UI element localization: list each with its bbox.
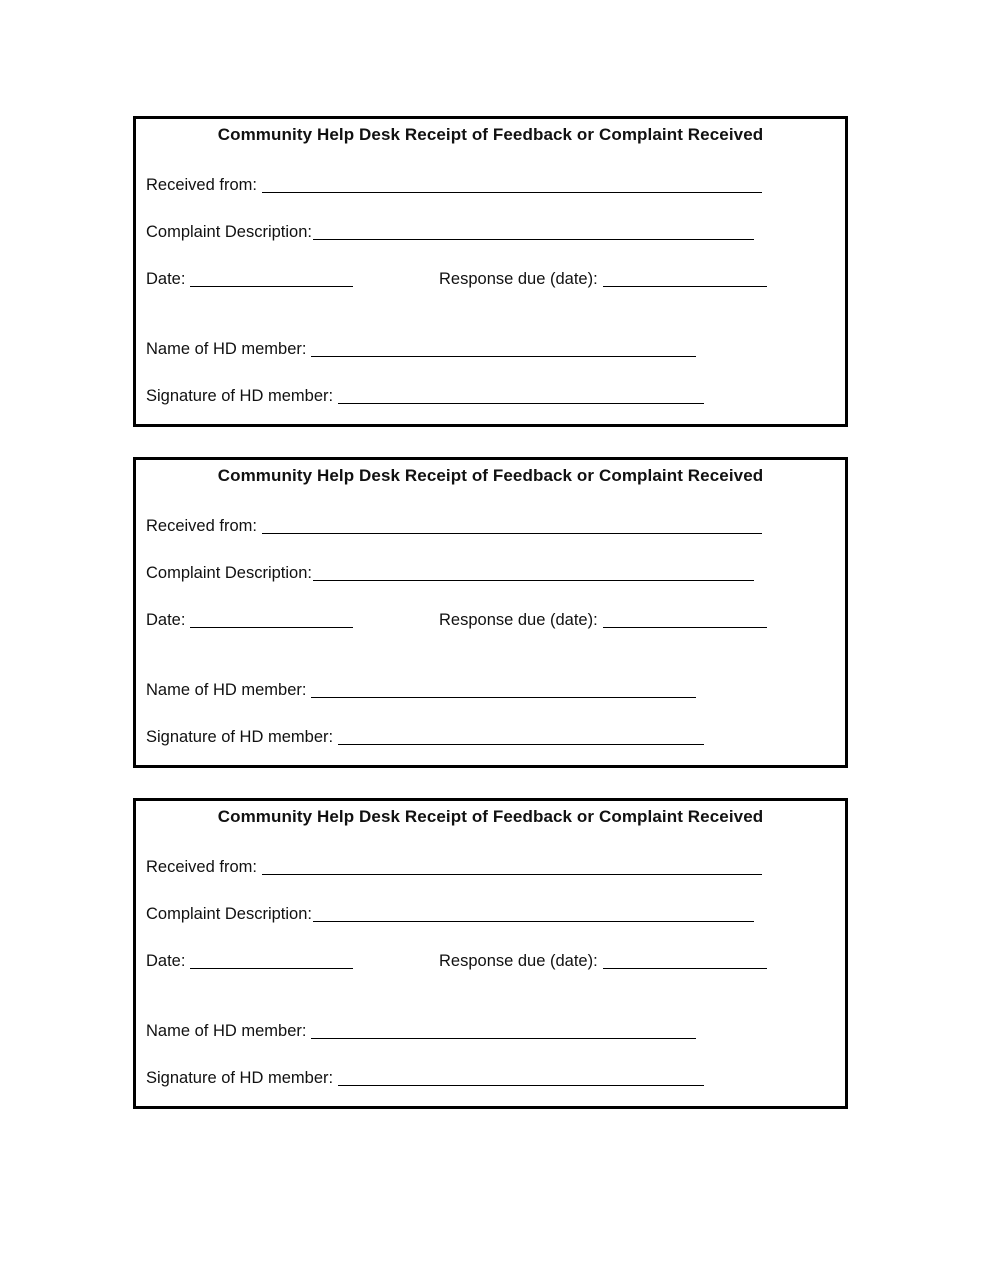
- receipt-form-2: [133, 457, 848, 768]
- hd-member-signature-field[interactable]: [338, 1069, 704, 1086]
- date-label: Date:: [146, 952, 186, 970]
- hd-member-name-field[interactable]: [311, 340, 696, 357]
- hd-member-signature-row: [146, 1066, 704, 1088]
- complaint-description-row: [146, 220, 754, 242]
- form-title: Community Help Desk Receipt of Feedback or Complaint Received: [217, 466, 764, 485]
- response-due-row: [439, 267, 767, 289]
- hd-member-signature-field[interactable]: [338, 728, 704, 745]
- form-title: Community Help Desk Receipt of Feedback or Complaint Received: [217, 807, 764, 826]
- complaint-description-label: Complaint Description:: [146, 223, 312, 241]
- complaint-description-label: Complaint Description:: [146, 905, 312, 923]
- receipt-form-1: [133, 116, 848, 427]
- response-due-label: Response due (date):: [439, 611, 598, 629]
- response-due-label: Response due (date):: [439, 270, 598, 288]
- hd-member-name-label: Name of HD member:: [146, 1022, 307, 1040]
- received-from-field[interactable]: [262, 517, 762, 534]
- hd-member-name-row: [146, 1019, 696, 1041]
- received-from-row: [146, 514, 762, 536]
- complaint-description-label: Complaint Description:: [146, 564, 312, 582]
- complaint-description-row: [146, 561, 754, 583]
- date-field[interactable]: [190, 611, 353, 628]
- response-due-row: [439, 949, 767, 971]
- hd-member-name-label: Name of HD member:: [146, 681, 307, 699]
- hd-member-signature-label: Signature of HD member:: [146, 1069, 334, 1087]
- received-from-label: Received from:: [146, 858, 257, 876]
- receipt-form-3: [133, 798, 848, 1109]
- received-from-field[interactable]: [262, 176, 762, 193]
- received-from-label: Received from:: [146, 517, 257, 535]
- hd-member-signature-label: Signature of HD member:: [146, 387, 334, 405]
- complaint-description-row: [146, 902, 754, 924]
- date-row: [146, 949, 353, 971]
- complaint-description-field[interactable]: [313, 905, 754, 922]
- date-label: Date:: [146, 270, 186, 288]
- hd-member-name-row: [146, 337, 696, 359]
- received-from-row: [146, 855, 762, 877]
- hd-member-signature-row: [146, 384, 704, 406]
- form-title: Community Help Desk Receipt of Feedback or Complaint Received: [217, 125, 764, 144]
- complaint-description-field[interactable]: [313, 223, 754, 240]
- hd-member-name-field[interactable]: [311, 681, 696, 698]
- hd-member-name-label: Name of HD member:: [146, 340, 307, 358]
- hd-member-signature-row: [146, 725, 704, 747]
- date-row: [146, 608, 353, 630]
- complaint-description-field[interactable]: [313, 564, 754, 581]
- date-row: [146, 267, 353, 289]
- hd-member-name-field[interactable]: [311, 1022, 696, 1039]
- received-from-label: Received from:: [146, 176, 257, 194]
- response-due-field[interactable]: [603, 270, 767, 287]
- date-field[interactable]: [190, 952, 353, 969]
- date-field[interactable]: [190, 270, 353, 287]
- response-due-field[interactable]: [603, 952, 767, 969]
- hd-member-signature-label: Signature of HD member:: [146, 728, 334, 746]
- response-due-field[interactable]: [603, 611, 767, 628]
- response-due-row: [439, 608, 767, 630]
- hd-member-signature-field[interactable]: [338, 387, 704, 404]
- hd-member-name-row: [146, 678, 696, 700]
- received-from-row: [146, 173, 762, 195]
- received-from-field[interactable]: [262, 858, 762, 875]
- response-due-label: Response due (date):: [439, 952, 598, 970]
- date-label: Date:: [146, 611, 186, 629]
